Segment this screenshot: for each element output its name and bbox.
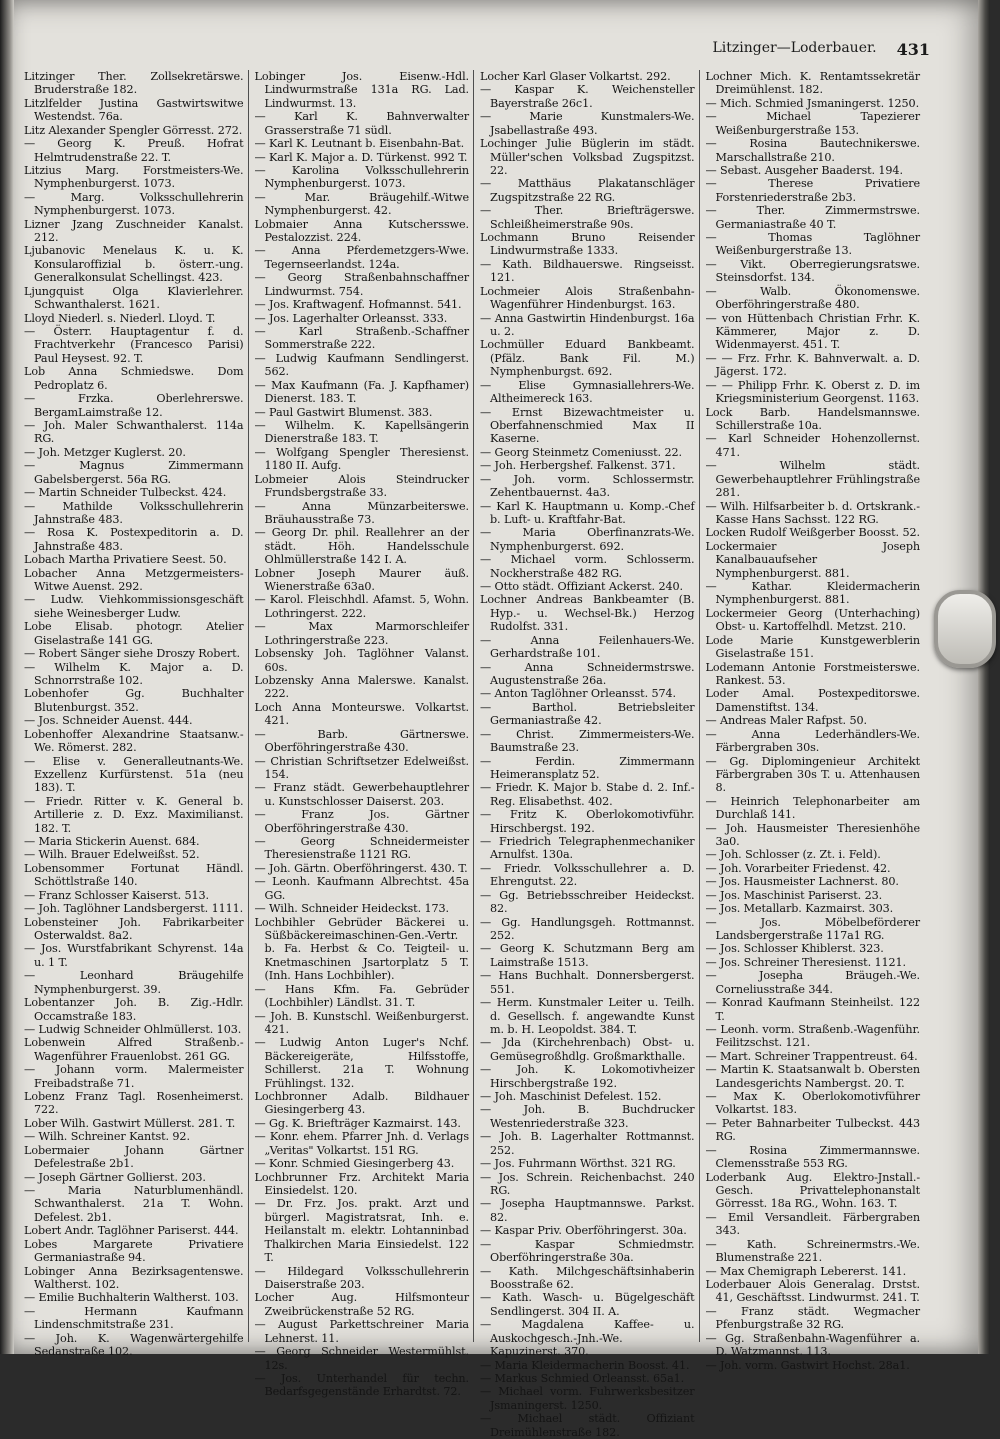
directory-entry: — Martin K. Staatsanwalt b. Obersten Landesgerichts Nambergst. 20. T.	[705, 1063, 920, 1090]
directory-entry: — Christian Schriftsetzer Edelweißst. 154.	[254, 754, 469, 781]
directory-entry: — Kaspar Schmiedmstr. Oberföhringerstraße 30a.	[480, 1237, 695, 1265]
directory-entry: — Emilie Buchhalterin Waltherst. 103.	[24, 1291, 239, 1305]
directory-entry: Lochmann Bruno Reisender Lindwurmstraße 1333.	[480, 231, 695, 258]
directory-entry: — Joh. Maschinist Defelest. 152.	[480, 1090, 662, 1104]
directory-entry: — Ther. Briefträgerswe. Schleißheimerstraße 90s.	[480, 204, 695, 231]
directory-entry: — Kathar. Kleidermacherin Nymphenburgerst. 881.	[705, 580, 920, 607]
directory-entry: Lobensteiner Joh. Fabrikarbeiter Osterwaldst. 8a2.	[24, 915, 244, 942]
directory-entry: Lobsensky Joh. Taglöhner Valanst. 60s.	[254, 647, 469, 674]
directory-entry: — Paul Gastwirt Blumenst. 383.	[254, 405, 433, 419]
directory-entry: — Kath. Milchgeschäftsinhaberin Boosstraße 62.	[480, 1264, 695, 1291]
directory-entry: — Ludwig Kaufmann Sendlingerst. 562.	[254, 351, 469, 379]
directory-entry: Ljubanovic Menelaus K. u. K. Konsularoffizial b. österr.-ung. Generalkonsulat Schellingst. 423.	[24, 244, 244, 285]
directory-entry: — Maria Stickerin Auenst. 684.	[24, 835, 200, 849]
directory-entry: — Georg K. Preuß. Hofrat Helmtrudenstraße 22. T.	[24, 137, 244, 164]
directory-entry: — Anton Taglöhner Orleansst. 574.	[480, 687, 676, 701]
directory-entry: — Karol. Fleischhdl. Afamst. 5, Wohn. Lothringerst. 222.	[254, 593, 469, 620]
directory-entry: — Barthol. Betriebsleiter Germaniastraße 42.	[480, 700, 695, 728]
directory-entry: — Mich. Schmied Jsmaningerst. 1250.	[705, 96, 920, 110]
directory-entry: Lobentanzer Joh. B. Zig.-Hdlr. Occamstraße 183.	[24, 996, 244, 1023]
directory-entry: — Fritz K. Oberlokomotivführ. Hirschbergst. 192.	[480, 808, 695, 835]
directory-entry: — Markus Schmied Orleansst. 65a1.	[480, 1371, 685, 1385]
directory-entry: — Gg. Handlungsgeh. Rottmannst. 252.	[480, 915, 695, 942]
directory-entry: — Leonhard Bräugehilfe Nymphenburgerst. 39.	[24, 969, 244, 996]
directory-entry: Lob Anna Schmiedswe. Dom Pedroplatz 6.	[24, 365, 244, 392]
directory-entry: — Heinrich Telephonarbeiter am Durchlaß 141.	[705, 794, 920, 822]
directory-entry: Lobert Andr. Taglöhner Pariserst. 444.	[24, 1224, 239, 1238]
directory-entry: — Maria Naturblumenhändl. Schwanthalerst. 21a T. Wohn. Defelest. 2b1.	[24, 1184, 244, 1224]
directory-entry: — Robert Sänger siehe Droszy Robert.	[24, 647, 240, 661]
directory-entry: — Kath. Schreinermstrs.-We. Blumenstraße 221.	[705, 1237, 920, 1265]
directory-entry: Lobinger Anna Bezirksagentenswe. Waltherst. 102.	[24, 1264, 244, 1291]
page-clip	[934, 590, 996, 668]
directory-entry: — Wilhelm. K. Kapellsängerin Dienerstraße 183. T.	[254, 418, 469, 446]
directory-column-1	[22, 70, 248, 1359]
directory-entry: — Dr. Frz. Jos. prakt. Arzt und bürgerl. Magistratsrat, Inh. e. Heilanstalt m. elektr. Lohtanninbad Thalkirchen Maria Einsiedelst. 122 T.	[254, 1197, 469, 1265]
directory-entry: Loderbank Aug. Elektro-Jnstall.-Gesch. Privattelephonanstalt Görresst. 18a RG., Wohn. 163. T.	[705, 1170, 920, 1211]
directory-entry: — Jos. Schneider Auenst. 444.	[24, 714, 193, 728]
directory-entry: — Kath. Bildhauerswe. Ringseisst. 121.	[480, 257, 695, 285]
directory-entry: — Joh. Maler Schwanthalerst. 114a RG.	[24, 418, 244, 446]
directory-entry: — Wilh. Schreiner Kantst. 92.	[24, 1130, 190, 1144]
directory-entry: Lobmeier Alois Steindrucker Frundsbergstraße 33.	[254, 472, 469, 500]
directory-entry: — Jos. Unterhandel für techn. Bedarfsgegenstände Erhardtst. 72.	[254, 1371, 469, 1399]
directory-entry: — Joh. B. Kunstschl. Weißenburgerst. 421.	[254, 1009, 469, 1036]
directory-entry: — Joh. vorm. Schlossermstr. Zehentbauernst. 4a3.	[480, 472, 695, 500]
directory-entry: Lobenhofer Gg. Buchhalter Blutenburgst. 352.	[24, 687, 244, 714]
directory-entry: — Johann vorm. Malermeister Freibadstraße 71.	[24, 1063, 244, 1090]
directory-entry: — Emil Versandleit. Färbergraben 343.	[705, 1210, 920, 1238]
directory-entry: — Kath. Wasch- u. Bügelgeschäft Sendlingerst. 304 II. A.	[480, 1291, 695, 1318]
directory-entry: Ljungquist Olga Klavierlehrer. Schwanthalerst. 1621.	[24, 284, 244, 312]
directory-entry: Litz Alexander Spengler Görresst. 272.	[24, 123, 243, 137]
directory-entry: — Gg. K. Briefträger Kazmairst. 143.	[254, 1116, 461, 1130]
directory-entry: — Ther. Zimmermstrswe. Germaniastraße 40 T.	[705, 204, 920, 231]
directory-entry: — Magdalena Kaffee- u. Auskochgesch.-Jnh.-We. Kapuzinerst. 370.	[480, 1318, 695, 1359]
directory-entry: — Gg. Betriebsschreiber Heideckst. 82.	[480, 888, 695, 916]
directory-entry: Loder Amal. Postexpeditorswe. Damenstiftst. 134.	[705, 687, 920, 714]
directory-entry: — Rosina Zimmermannswe. Clemensstraße 553 RG.	[705, 1143, 920, 1171]
directory-entry: — Karl Schneider Hohenzollernst. 471.	[705, 432, 920, 459]
directory-entry: Lober Wilh. Gastwirt Müllerst. 281. T.	[24, 1116, 236, 1130]
directory-entry: — Jos. Möbelbeförderer Landsbergerstraße 117a1 RG.	[705, 915, 920, 942]
directory-entry: — Joh. Herbergshef. Falkenst. 371.	[480, 459, 676, 473]
directory-entry: — Marie Kunstmalers-We. Jsabellastraße 493.	[480, 110, 695, 137]
directory-entry: — Wilh. Hilfsarbeiter b. d. Ortskrank.-Kasse Hans Sachsst. 122 RG.	[705, 499, 920, 526]
directory-entry: Lobe Elisab. photogr. Atelier Giselastraße 141 GG.	[24, 620, 244, 647]
directory-entry: — Anna Münzarbeiterswe. Bräuhausstraße 73.	[254, 499, 469, 526]
directory-entry: — Georg Schneidermeister Theresienstraße 1121 RG.	[254, 835, 469, 862]
directory-entry: Lochbronner Adalb. Bildhauer Giesingerberg 43.	[254, 1090, 469, 1117]
directory-entry: — Anna Schneidermstrswe. Augustenstraße 26a.	[480, 660, 695, 687]
directory-entry: Lodemann Antonie Forstmeisterswe. Rankest. 53.	[705, 660, 920, 687]
directory-entry: Litzinger Ther. Zollsekretärswe. Bruderstraße 182.	[24, 70, 244, 97]
directory-entry: — Franz städt. Wegmacher Pfenburgstraße 32 RG.	[705, 1304, 920, 1332]
directory-entry: — Joseph Gärtner Gollierst. 203.	[24, 1170, 206, 1184]
directory-entry: — Karl K. Leutnant b. Eisenbahn-Bat.	[254, 137, 465, 151]
directory-entry: Lochner Andreas Bankbeamter (B. Hyp.- u. Wechsel-Bk.) Herzog Rudolfst. 331.	[480, 593, 695, 634]
directory-entry: — Barb. Gärtnerswe. Oberföhringerstraße 430.	[254, 727, 469, 755]
directory-entry: — Wilhelm K. Major a. D. Schnorrstraße 102.	[24, 660, 244, 687]
directory-entry: Lock Barb. Handelsmannswe. Schillerstraße 10a.	[705, 405, 920, 432]
directory-entry: — Max Marmorschleifer Lothringerstraße 223.	[254, 620, 469, 647]
directory-entry: — Joh. B. Buchdrucker Westenriederstraße 323.	[480, 1103, 695, 1130]
directory-entry: Lochmüller Eduard Bankbeamt. (Pfälz. Bank Fil. M.) Nymphenburgst. 692.	[480, 338, 695, 379]
directory-entry: — Joh. K. Wagenwärtergehilfe Sedanstraße 102.	[24, 1331, 244, 1359]
directory-entry: Lockermaier Joseph Kanalbauaufseher Nymphenburgerst. 881.	[705, 539, 920, 580]
directory-entry: — Kaspar K. Weichensteller Bayerstraße 26c1.	[480, 83, 695, 110]
directory-entry: — Gg. Diplomingenieur Architekt Färbergraben 30s T. u. Attenhausen 8.	[705, 754, 920, 795]
directory-entry: Lobermaier Johann Gärtner Defelestraße 2b1.	[24, 1143, 244, 1171]
directory-entry: — Karl K. Bahnverwalter Grasserstraße 71 südl.	[254, 110, 469, 137]
directory-entry: — Frzka. Oberlehrerswe. BergamLaimstraße 12.	[24, 392, 244, 419]
directory-entry: — Therese Privatiere Forstenriederstraße 2b3.	[705, 177, 920, 204]
directory-entry: — Franz Jos. Gärtner Oberföhringerstraße 430.	[254, 808, 469, 835]
directory-entry: — Maria Kleidermacherin Boosst. 41.	[480, 1358, 690, 1372]
directory-entry: — Kaspar Priv. Oberföhringerst. 30a.	[480, 1224, 687, 1238]
directory-entry: — Anna Lederhändlers-We. Färbergraben 30s.	[705, 727, 920, 755]
directory-entry: — Hans Buchhalt. Donnersbergerst. 551.	[480, 969, 695, 996]
book-spine	[0, 0, 14, 1354]
directory-entry: Locken Rudolf Weißgerber Boosst. 52.	[705, 526, 920, 540]
directory-entry: — Vikt. Oberregierungsratswe. Steinsdorfst. 134.	[705, 257, 920, 285]
directory-entry: Lobenhoffer Alexandrine Staatsanw.-We. Römerst. 282.	[24, 727, 244, 755]
directory-entry: — Andreas Maler Rafpst. 50.	[705, 714, 867, 728]
directory-entry: — Joh. Metzger Kuglerst. 20.	[24, 445, 186, 459]
directory-entry: — Ludwig Schneider Ohlmüllerst. 103.	[24, 1022, 242, 1036]
directory-entry: — Georg Dr. phil. Reallehrer an der städt. Höh. Handelsschule Ohlmüllerstraße 142 I. A.	[254, 526, 469, 567]
directory-column-4	[699, 70, 925, 1372]
directory-entry: — Leonh. vorm. Straßenb.-Wagenführ. Feilitzschst. 121.	[705, 1022, 920, 1050]
directory-entry: — Otto städt. Offiziant Ackerst. 240.	[480, 580, 683, 594]
directory-entry: Lobenz Franz Tagl. Rosenheimerst. 722.	[24, 1090, 244, 1117]
directory-entry: Loderbauer Alois Generalag. Drstst. 41, Geschäftsst. Lindwurmst. 241. T.	[705, 1277, 920, 1305]
directory-entry: Lobenwein Alfred Straßenb.-Wagenführer Frauenlobst. 261 GG.	[24, 1036, 244, 1063]
directory-entry: — Michael vorm. Schlosserm. Nockherstraße 482 RG.	[480, 553, 695, 580]
directory-entry: — Joh. vorm. Gastwirt Hochst. 28a1.	[705, 1358, 910, 1372]
directory-entry: — Matthäus Plakatanschläger Zugspitzstraße 22 RG.	[480, 177, 695, 204]
directory-entry: — Thomas Taglöhner Weißenburgerstraße 13.	[705, 231, 920, 258]
directory-entry: — Mathilde Volksschullehrerin Jahnstraße 483.	[24, 499, 244, 526]
directory-entry: — Maria Oberfinanzrats-We. Nymphenburgerst. 692.	[480, 526, 695, 553]
directory-entry: Lochner Mich. K. Rentamtssekretär Dreimühlenst. 182.	[705, 70, 920, 97]
directory-entry: Lochmeier Alois Straßenbahn-Wagenführer Hindenburgst. 163.	[480, 284, 695, 312]
directory-entry: — Friedrich Telegraphenmechaniker Arnulfst. 130a.	[480, 835, 695, 862]
directory-column-3	[473, 70, 699, 1439]
directory-entry: — Christ. Zimmermeisters-We. Baumstraße 23.	[480, 727, 695, 755]
directory-entry: Lobmaier Anna Kutschersswe. Pestalozzist. 224.	[254, 217, 469, 245]
directory-entry: — Georg Steinmetz Comeniusst. 22.	[480, 445, 682, 459]
directory-entry: Lochbihler Gebrüder Bäckerei u. Süßbäckereimaschinen-Gen.-Vertr. b. Fa. Herbst & Co. Teigteil- u. Knetmaschinen Jsartorplatz 5 T. (Inh. Hans Lochbihler).	[254, 915, 469, 983]
directory-columns	[22, 70, 924, 1439]
directory-entry: — Joh. K. Lokomotivheizer Hirschbergstraße 192.	[480, 1063, 695, 1090]
directory-entry: — Elise Gymnasiallehrers-We. Altheimereck 163.	[480, 378, 695, 406]
directory-entry: Lochinger Julie Büglerin im städt. Müller'schen Volksbad Zugspitzst. 22.	[480, 137, 695, 177]
directory-entry: Lobner Joseph Maurer äuß. Wienerstraße 63a0.	[254, 566, 469, 594]
directory-entry: — Mar. Bräugehilf.-Witwe Nymphenburgerst. 42.	[254, 190, 469, 218]
directory-entry: — Karl K. Hauptmann u. Komp.-Chef b. Luft- u. Kraftfahr-Bat.	[480, 499, 695, 526]
directory-entry: — Anna Feilenhauers-We. Gerhardstraße 101.	[480, 633, 695, 661]
directory-entry: Lizner Jzang Zuschneider Kanalst. 212.	[24, 217, 244, 245]
directory-entry: — Friedr. Ritter v. K. General b. Artillerie z. D. Exz. Maximilianst. 182. T.	[24, 794, 244, 835]
directory-entry: — Sebast. Ausgeher Baaderst. 194.	[705, 163, 903, 177]
directory-entry: — Herm. Kunstmaler Leiter u. Teilh. d. Gesellsch. f. angewandte Kunst m. b. H. Leopoldst. 384. T.	[480, 996, 695, 1036]
directory-entry: — Karl K. Major a. D. Türkenst. 992 T.	[254, 150, 468, 164]
directory-entry: — Jda (Kirchehrenbach) Obst- u. Gemüsegroßhdlg. Großmarkthalle.	[480, 1036, 695, 1063]
directory-entry: — — Philipp Frhr. K. Oberst z. D. im Kriegsministerium Georgenst. 1163.	[705, 378, 920, 406]
directory-entry: — Wilh. Schneider Heideckst. 173.	[254, 902, 449, 916]
directory-entry: — Josepha Bräugeh.-We. Corneliusstraße 344.	[705, 969, 920, 996]
directory-entry: — Joh. Taglöhner Landsbergerst. 1111.	[24, 902, 244, 916]
directory-entry: Lobensommer Fortunat Händl. Schöttlstraße 140.	[24, 861, 244, 889]
directory-entry: — Jos. Metallarb. Kazmairst. 303.	[705, 902, 894, 916]
directory-entry: Litzius Marg. Forstmeisters-We. Nymphenburgerst. 1073.	[24, 163, 244, 191]
directory-entry: — Jos. Maschinist Pariserst. 23.	[705, 888, 883, 902]
page-number: 431	[896, 40, 930, 59]
directory-entry: — Joh. B. Lagerhalter Rottmannst. 252.	[480, 1130, 695, 1157]
directory-entry: Lode Marie Kunstgewerblerin Giselastraße 151.	[705, 633, 920, 661]
directory-entry: — Jos. Kraftwagenf. Hofmannst. 541.	[254, 298, 462, 312]
directory-entry: — Wilhelm städt. Gewerbehauptlehrer Frühlingstraße 281.	[705, 459, 920, 500]
directory-entry: — Hermann Kaufmann Lindenschmitstraße 231.	[24, 1304, 244, 1332]
directory-entry: — Mart. Schreiner Trappentreust. 64.	[705, 1049, 918, 1063]
directory-entry: Lobzensky Anna Malerswe. Kanalst. 222.	[254, 673, 469, 701]
directory-entry: — Anna Gastwirtin Hindenburgst. 16a u. 2.	[480, 311, 695, 339]
directory-entry: — von Hüttenbach Christian Frhr. K. Kämmerer, Major z. D. Widenmayerst. 451. T.	[705, 311, 920, 352]
directory-entry: — Martin Schneider Tulbeckst. 424.	[24, 486, 227, 500]
directory-entry: — Max Chemigraph Lebererst. 141.	[705, 1264, 907, 1278]
directory-entry: — Karolina Volksschullehrerin Nymphenburgerst. 1073.	[254, 163, 469, 191]
directory-entry: — Michael vorm. Fuhrwerksbesitzer Jsmaningerst. 1250.	[480, 1385, 695, 1412]
directory-entry: — Jos. Fuhrmann Wörthst. 321 RG.	[480, 1157, 676, 1171]
directory-entry: — Elise v. Generalleutnants-We. Exzellenz Kurfürstenst. 51a (neu 183). T.	[24, 754, 244, 795]
directory-entry: — Jos. Hausmeister Lachnerst. 80.	[705, 875, 899, 889]
directory-entry: — Österr. Hauptagentur f. d. Frachtverkehr (Francesco Parisi) Paul Heysest. 92. T.	[24, 325, 244, 365]
page-edge	[978, 0, 990, 1354]
directory-entry: — Rosa K. Postexpeditorin a. D. Jahnstraße 483.	[24, 526, 244, 553]
directory-entry: — Joh. Gärtn. Oberföhringerst. 430. T.	[254, 861, 468, 875]
directory-entry: — Wilh. Brauer Edelweißst. 52.	[24, 848, 200, 862]
directory-entry: Lochbrunner Frz. Architekt Maria Einsiedelst. 120.	[254, 1170, 469, 1198]
directory-entry: — Jos. Schreiner Theresienst. 1121.	[705, 955, 907, 969]
directory-entry: — Georg Schneider Westermühlst. 12s.	[254, 1345, 469, 1372]
directory-entry: Locher Aug. Hilfsmonteur Zweibrückenstraße 52 RG.	[254, 1291, 469, 1318]
directory-entry: — Konr. Schmied Giesingerberg 43.	[254, 1157, 455, 1171]
directory-entry: — Jos. Wurstfabrikant Schyrenst. 14a u. 1 T.	[24, 942, 244, 969]
directory-entry: Lloyd Niederl. s. Niederl. Lloyd. T.	[24, 311, 216, 325]
directory-entry: — Friedr. K. Major b. Stabe d. 2. Inf.-Reg. Elisabethst. 402.	[480, 781, 695, 808]
directory-entry: Litzlfelder Justina Gastwirtswitwe Westendst. 76a.	[24, 96, 244, 124]
directory-entry: Lockermeier Georg (Unterhaching) Obst- u. Kartoffelhdl. Metzst. 210.	[705, 606, 920, 634]
directory-entry: — August Parkettschreiner Maria Lehnerst. 11.	[254, 1318, 469, 1345]
directory-entry: Lobach Martha Privatiere Seest. 50.	[24, 553, 227, 567]
directory-entry: — Karl Straßenb.-Schaffner Sommerstraße 222.	[254, 325, 469, 352]
directory-entry: Loch Anna Monteurswe. Volkartst. 421.	[254, 700, 469, 728]
directory-entry: — Michael Tapezierer Weißenburgerstraße 153.	[705, 110, 920, 137]
directory-column-2	[248, 70, 474, 1399]
directory-entry: — Ferdin. Zimmermann Heimeransplatz 52.	[480, 754, 695, 781]
directory-entry: — Wolfgang Spengler Theresienst. 1180 II. Aufg.	[254, 445, 469, 473]
directory-entry: — Magnus Zimmermann Gabelsbergerst. 56a RG.	[24, 459, 244, 486]
directory-entry: — Jos. Lagerhalter Orleansst. 333.	[254, 311, 448, 325]
directory-entry: — Ludwig Anton Luger's Nchf. Bäckereigeräte, Hilfsstoffe, Schillerst. 21a T. Wohnung Frühlingst. 132.	[254, 1036, 469, 1090]
directory-entry: — Franz Schlosser Kaiserst. 513.	[24, 888, 210, 902]
directory-entry: — Anna Pferdemetzgers-Wwe. Tegernseerlandst. 124a.	[254, 244, 469, 271]
directory-entry: — Jos. Schlosser Khiblerst. 323.	[705, 942, 884, 956]
page-header	[700, 40, 930, 59]
directory-entry: — Hildegard Volksschullehrerin Daiserstraße 203.	[254, 1264, 469, 1291]
directory-entry: — Leonh. Kaufmann Albrechtst. 45a GG.	[254, 875, 469, 902]
directory-entry: — Joh. Hausmeister Theresienhöhe 3a0.	[705, 821, 920, 849]
directory-entry: — Walb. Ökonomenswe. Oberföhringerstraße 480.	[705, 284, 920, 312]
directory-entry: — Peter Bahnarbeiter Tulbeckst. 443 RG.	[705, 1116, 920, 1144]
directory-entry: — Rosina Bautechnikerswe. Marschallstraße 210.	[705, 137, 920, 164]
directory-entry: — Joh. Vorarbeiter Friedenst. 42.	[705, 861, 891, 875]
directory-entry: — Georg K. Schutzmann Berg am Laimstraße 1513.	[480, 942, 695, 969]
directory-entry: — Michael städt. Offiziant Dreimühlenstraße 182.	[480, 1412, 695, 1439]
directory-entry: — Joh. Schlosser (z. Zt. i. Feld).	[705, 848, 881, 862]
directory-entry: Lobacher Anna Metzgermeisters-Witwe Auenst. 292.	[24, 566, 244, 594]
directory-entry: — Franz städt. Gewerbehauptlehrer u. Kunstschlosser Daiserst. 203.	[254, 781, 469, 808]
directory-entry: — Max Kaufmann (Fa. J. Kapfhamer) Dienerst. 183. T.	[254, 378, 469, 406]
directory-entry: — Konrad Kaufmann Steinheilst. 122 T.	[705, 996, 920, 1023]
directory-entry: — — Frz. Frhr. K. Bahnverwalt. a. D. Jägerst. 172.	[705, 351, 920, 379]
directory-entry: — Ludw. Viehkommissionsgeschäft siehe Weinesberger Ludw.	[24, 593, 244, 620]
directory-entry: — Max K. Oberlokomotivführer Volkartst. 183.	[705, 1090, 920, 1117]
running-head: Litzinger—Loderbauer.	[712, 40, 877, 56]
directory-entry: Locher Karl Glaser Volkartst. 292.	[480, 70, 671, 83]
directory-entry: — Gg. Straßenbahn-Wagenführer a. D. Watzmannst. 113.	[705, 1331, 920, 1359]
directory-entry: — Friedr. Volksschullehrer a. D. Ehrengutst. 22.	[480, 861, 695, 889]
directory-entry: — Konr. ehem. Pfarrer Jnh. d. Verlags „Veritas" Volkartst. 151 RG.	[254, 1130, 469, 1157]
directory-entry: — Georg Straßenbahnschaffner Lindwurmst. 754.	[254, 271, 469, 298]
directory-entry: — Jos. Schrein. Reichenbachst. 240 RG.	[480, 1170, 695, 1198]
directory-entry: — Josepha Hauptmannswe. Parkst. 82.	[480, 1197, 695, 1224]
directory-entry: Lobinger Jos. Eisenw.-Hdl. Lindwurmstraße 131a RG. Lad. Lindwurmst. 13.	[254, 70, 469, 110]
directory-entry: — Ernst Bizewachtmeister u. Oberfahnenschmied Max II Kaserne.	[480, 405, 695, 446]
directory-entry: — Marg. Volksschullehrerin Nymphenburgerst. 1073.	[24, 190, 244, 218]
directory-entry: — Hans Kfm. Fa. Gebrüder (Lochbihler) Ländlst. 31. T.	[254, 982, 469, 1010]
directory-entry: Lobes Margarete Privatiere Germaniastraße 94.	[24, 1237, 244, 1265]
